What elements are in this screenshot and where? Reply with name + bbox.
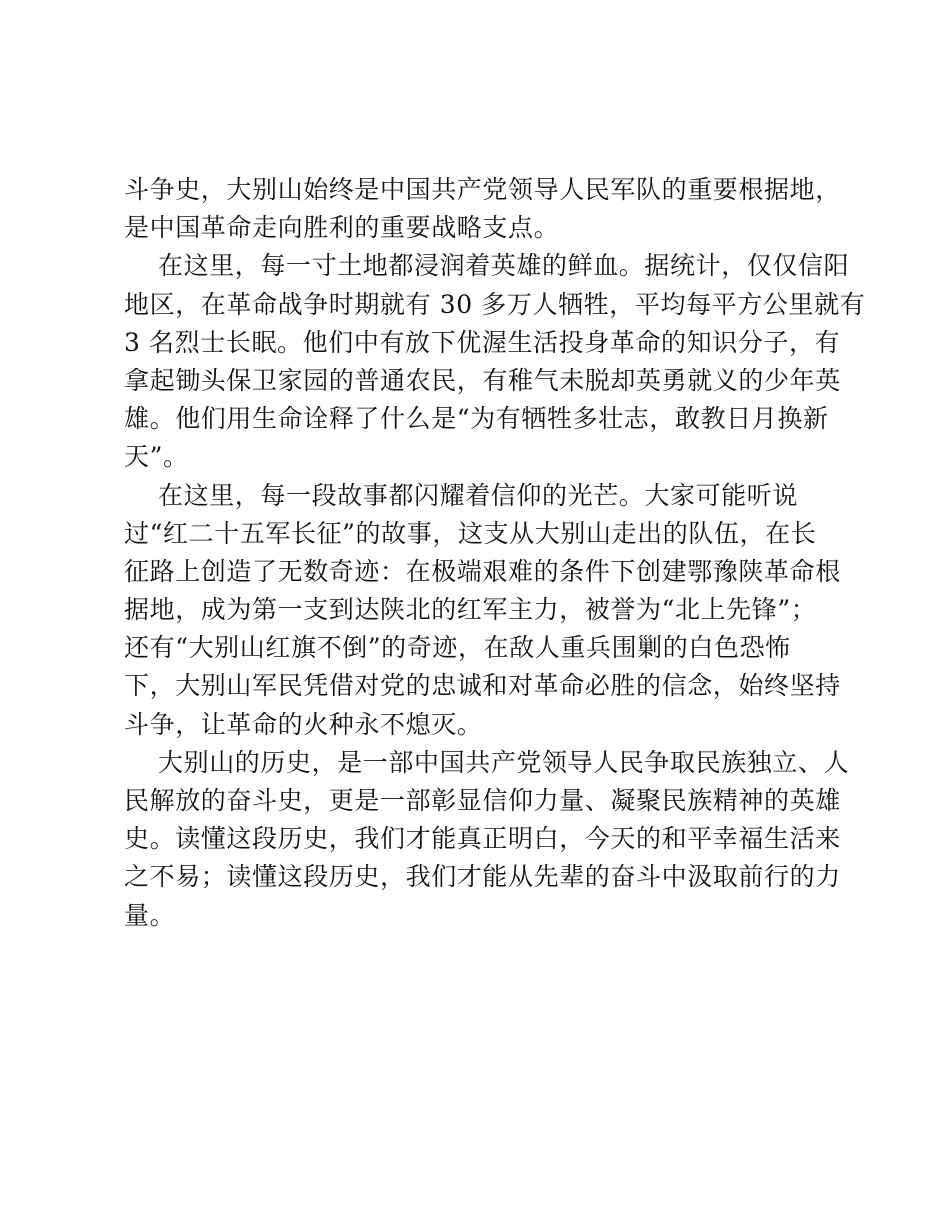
text-line: 拿起锄头保卫家园的普通农民，有稚气未脱却英勇就义的少年英 <box>124 365 841 395</box>
text-line: 民解放的奋斗史，更是一部彰显信仰力量、凝聚民族精神的英雄 <box>124 786 841 815</box>
paragraph-4 <box>124 744 850 935</box>
text-line: 过“红二十五军长征”的故事，这支从大别山走出的队伍，在长 <box>124 518 817 548</box>
text-line: 据地，成为第一支到达陕北的红军主力，被誉为“北上先锋”； <box>124 595 817 625</box>
text-line: 大别山的历史，是一部中国共产党领导人民争取民族独立、人 <box>158 747 850 777</box>
text-line: 量。 <box>124 900 176 930</box>
paragraph-1 <box>124 171 841 247</box>
text-line: 是中国革命走向胜利的重要战略支点。 <box>124 213 560 243</box>
text-line: 在这里，每一寸土地都浸润着英雄的鲜血。据统计，仅仅信阳 <box>158 251 850 281</box>
paragraph-3 <box>124 477 841 744</box>
text-line: 之不易；读懂这段历史，我们才能从先辈的奋斗中汲取前行的力 <box>124 862 841 892</box>
text-line: 地区，在革命战争时期就有 30 多万人牺牲，平均每平方公里就有 <box>124 289 866 319</box>
text-line: 斗争，让革命的火种永不熄灭。 <box>124 709 483 739</box>
text-line: 雄。他们用生命诠释了什么是“为有牺牲多壮志，敢教日月换新 <box>124 404 829 434</box>
text-line: 还有“大别山红旗不倒”的奇迹，在敌人重兵围剿的白色恐怖 <box>124 633 791 663</box>
text-line: 在这里，每一段故事都闪耀着信仰的光芒。大家可能听说 <box>158 480 799 510</box>
text-line: 下，大别山军民凭借对党的忠诚和对革命必胜的信念，始终坚持 <box>124 671 841 701</box>
text-line: 3 名烈士长眠。他们中有放下优渥生活投身革命的知识分子，有 <box>124 327 841 357</box>
text-line: 斗争史，大别山始终是中国共产党领导人民军队的重要根据地， <box>124 175 841 204</box>
text-line: 史。读懂这段历史，我们才能真正明白，今天的和平幸福生活来 <box>124 824 841 854</box>
paragraph-2 <box>124 247 866 476</box>
text-line: 天”。 <box>124 442 189 472</box>
body-text <box>124 171 866 935</box>
text-line: 征路上创造了无数奇迹：在极端艰难的条件下创建鄂豫陕革命根 <box>124 556 841 586</box>
